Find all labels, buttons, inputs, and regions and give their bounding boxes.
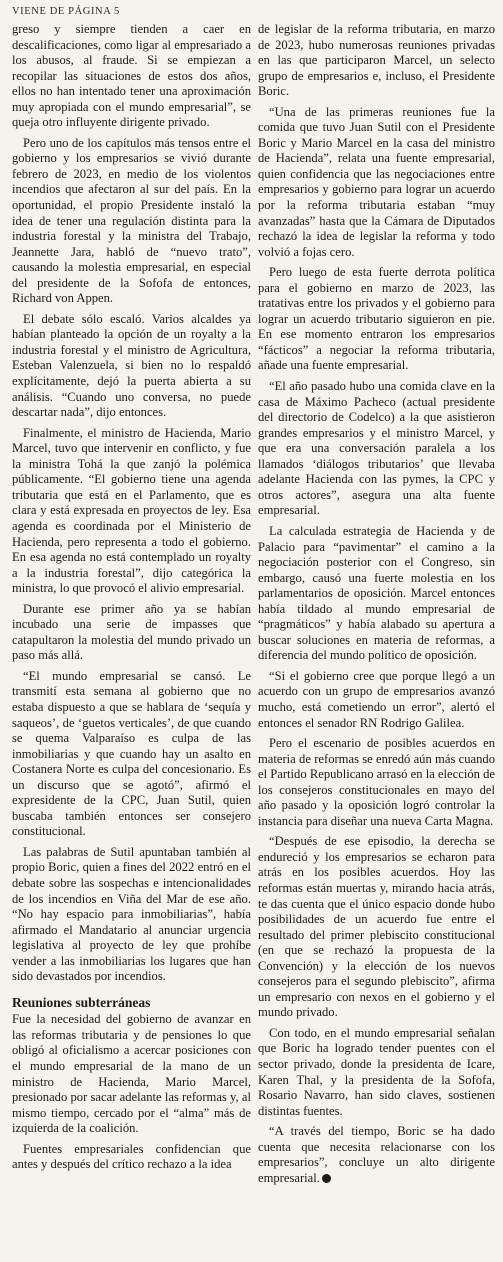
- article-paragraph-final: [258, 1124, 495, 1186]
- article-paragraph: Fuentes empresariales confidencian que antes y después del crítico rechazo a la idea: [12, 1141, 251, 1172]
- article-paragraph: Las palabras de Sutil apuntaban también al propio Boric, quien a fines del 2022 entró en el debate sobre las sospechas e intencionalidades de los incendios en Viña del Mar de ese año. “No hay espacio para inmobiliarias”, había afirmado el Mandatario al anunciar urgencia legislativa al proyecto de ley que prohíbe vender a las inmobiliarias los lugares que han sido devastados por incendios.: [12, 844, 251, 984]
- article-paragraph: “El año pasado hubo una comida clave en la casa de Máximo Pacheco (actual presidente del directorio de Codelco) a la que asistieron grandes empresarios y el ministro Marcel, y que era una conversación paralela a los llamados ‘diálogos tributarios’ que llevaba adelante Hacienda con las pymes, la CPC y otros actores”, asegura una alta fuente empresarial.: [258, 379, 495, 518]
- running-head: VIENE DE PÁGINA 5: [12, 6, 120, 17]
- end-of-article-icon: [322, 1174, 331, 1183]
- article-paragraph: Con todo, en el mundo empresarial señalan que Boric ha logrado tender puentes con el sector privado, donde la presidenta de Icare, Karen Thal, y la presidenta de la Sofofa, Rosario Navarro, han sido claves, sostienen distintas fuentes.: [258, 1025, 495, 1118]
- article-paragraph: Pero el escenario de posibles acuerdos en materia de reformas se enredó aún más cuando el Partido Republicano arrasó en la elección de los consejeros constitucionales en mayo del año pasado y la oposición logró controlar la instancia para diseñar una nueva Carta Magna.: [258, 736, 495, 828]
- article-column-right: [258, 22, 495, 1191]
- final-paragraph-text: “A través del tiempo, Boric se ha dado cuenta que necesita relacionarse con los empresarios”, concluye un alto dirigente empresarial.: [258, 1124, 495, 1185]
- article-paragraph: “Después de ese episodio, la derecha se endureció y los empresarios se echaron para atrás en los posibles acuerdos. Hoy las reformas están muertas y, mirando hacia atrás, te das cuenta que el único espacio donde hubo posibilidades de un acuerdo fue entre el resultado del primer plebiscito constitucional (en que se rechazó la propuesta de la Convención) y la elección de los nuevos consejeros para el segundo plebiscito”, afirma un empresario con nexos en el gobierno y el mundo privado.: [258, 834, 495, 1020]
- article-paragraph: El debate sólo escaló. Varios alcaldes ya habían planteado la opción de un royalty a la industria forestal y el ministro de Agricultura, Esteban Valenzuela, si bien no lo respaldó explícitamente, dejó la puerta abierta a su análisis. “Cuando uno conversa, no puede descartar nada”, dijo entonces.: [12, 311, 251, 420]
- article-paragraph: “Una de las primeras reuniones fue la comida que tuvo Juan Sutil con el Presidente Boric y Mario Marcel en la casa del ministro de Hacienda”, relata una fuente empresarial, quien confidencia que las negociaciones entre empresarios y gobierno para lograr un acuerdo por la reforma tributaria estaban “muy avanzadas” hasta que la Cámara de Diputados rechazó la idea de legislar la reforma y todo volvió a fojas cero.: [258, 104, 495, 259]
- article-paragraph: Finalmente, el ministro de Hacienda, Mario Marcel, tuvo que intervenir en conflicto, y fue la ministra Tohá la que zanjó la polémica públicamente. “El gobierno tiene una agenda tributaria que está en el Parlamento, que es clara y está expresada en proyectos de ley. Esa agenda es coordinada por el Ministerio de Hacienda, pero representa a todo el gobierno. En esa agenda no está contemplado un royalty a la industria forestal”, dijo categórica la ministra, lo que provocó el alivio empresarial.: [12, 425, 251, 596]
- article-paragraph: Fue la necesidad del gobierno de avanzar en las reformas tributaria y de pensiones lo que obligó al oficialismo a acercar posiciones con el mundo empresarial de la mano de un ministro de Hacienda, Mario Marcel, presionado por sacar adelante las reformas y, al mismo tiempo, cercado por el “alma” más de izquierda de la coalición.: [12, 1012, 251, 1136]
- article-column-left: [12, 22, 251, 1178]
- article-paragraph: Pero luego de esta fuerte derrota política para el gobierno en marzo de 2023, las tratativas entre los privados y el gobierno para lograr un acuerdo tributario siguieron en pie. En ese momento entraron los empresarios “fácticos” a negociar la reforma tributaria, añade una fuente empresarial.: [258, 265, 495, 373]
- section-subheading: Reuniones subterráneas: [12, 994, 151, 1010]
- article-paragraph: de legislar de la reforma tributaria, en marzo de 2023, hubo numerosas reuniones privadas en las que participaron Marcel, un selecto grupo de empresarios e, incluso, el Presidente Boric.: [258, 22, 495, 99]
- article-paragraph: “El mundo empresarial se cansó. Le transmití esta semana al gobierno que no estaba dispuesto a que se hablara de ‘sequía y saqueos’, de ‘guetos verticales’, de que cuando se quema Valparaíso es culpa de las inmobiliarias y que cuando hay un asalto en Costanera Norte es culpa del concesionario. Es un discurso que se agotó”, afirmó el expresidente de la CPC, Juan Sutil, quien buscaba también entonces ser consejero constitucional.: [12, 668, 251, 839]
- article-paragraph: La calculada estrategia de Hacienda y de Palacio para “pavimentar” el camino a la negociación posterior con el Congreso, sin embargo, causó una fuerte molestia en los parlamentarios de oposición. Marcel entonces había tildado al mundo empresarial de “pragmáticos” y había alabado su apertura a buscar soluciones en materia de reformas, a diferencia del mundo político de oposición.: [258, 523, 495, 663]
- article-paragraph: greso y siempre tienden a caer en descalificaciones, como ligar al empresariado a los abusos, al fraude. Si se empiezan a recopilar las situaciones de estos dos años, ellos no han intentado tener una aproximación muy apropiada con el mundo empresarial”, se queja otro influyente dirigente privado.: [12, 22, 251, 130]
- article-paragraph: Pero uno de los capítulos más tensos entre el gobierno y los empresarios se vivió durante febrero de 2023, en medio de los violentos incendios que afectaron al sur del país. En la oportunidad, el propio Presidente instaló la idea de tener una regulación distinta para la industria forestal y la ministra del Trabajo, Jeannette Jara, habló de “nuevo trato”, causando la molestia empresarial, en especial del presidente de la Sofofa de entonces, Richard von Appen.: [12, 135, 251, 306]
- article-paragraph: Durante ese primer año ya se habían incubado una serie de impasses que catapultaron la molestia del mundo privado un paso más allá.: [12, 601, 251, 663]
- article-paragraph: “Si el gobierno cree que porque llegó a un acuerdo con un grupo de empresarios avanzó mucho, está cometiendo un error”, alertó el entonces el senador RN Rodrigo Galilea.: [258, 668, 495, 730]
